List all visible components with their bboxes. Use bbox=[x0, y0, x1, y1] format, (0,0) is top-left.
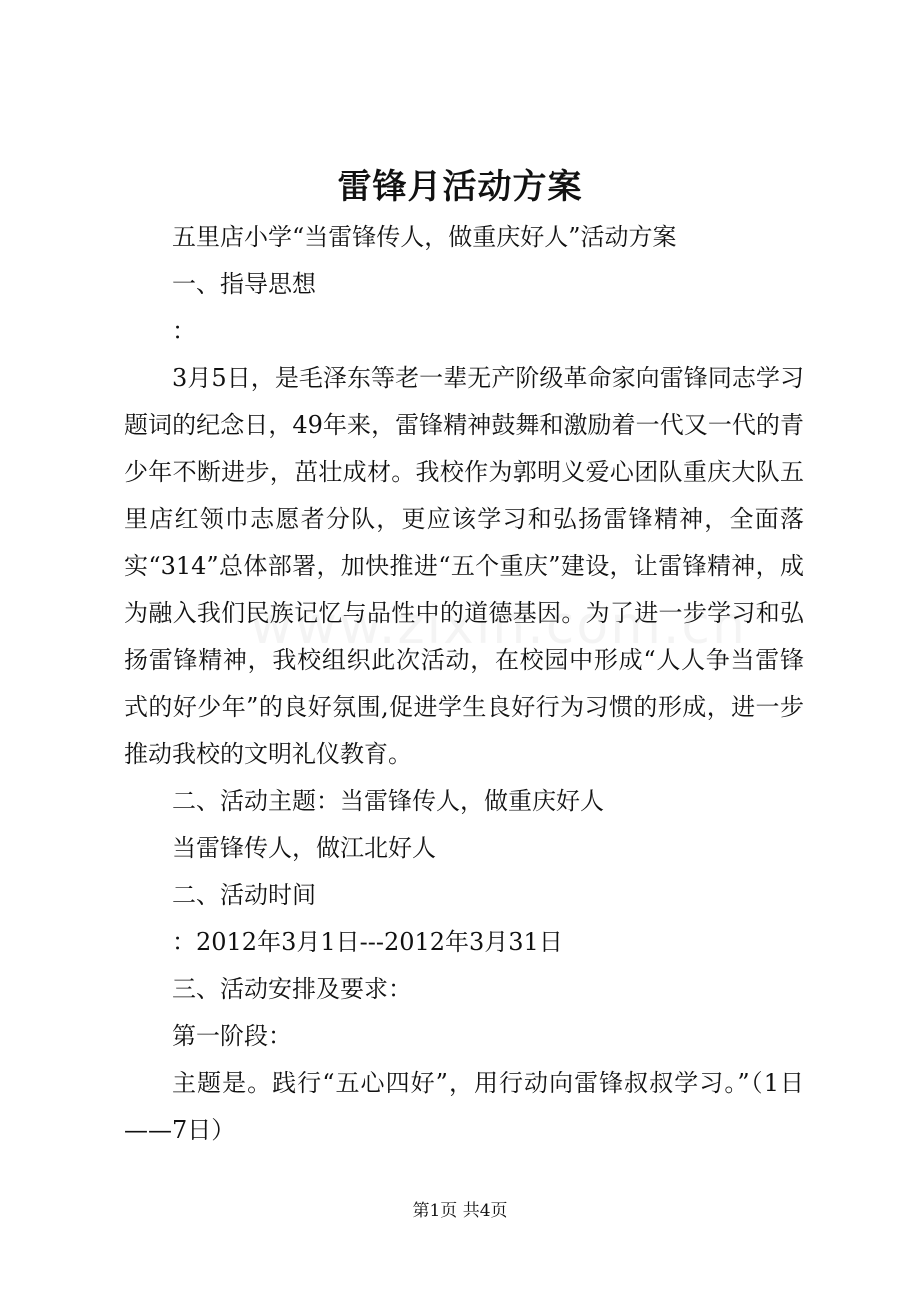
heading-activity-time: 二、活动时间 bbox=[172, 881, 316, 909]
paragraph-subtitle: 五里店小学“当雷锋传人，做重庆好人”活动方案 bbox=[172, 223, 677, 251]
page-footer: 第1页 共4页 bbox=[412, 1201, 508, 1221]
heading-guiding-ideology: 一、指导思想 bbox=[172, 270, 316, 298]
paragraph-phase-one-theme: 主题是。践行“五心四好”，用行动向雷锋叔叔学习。”（1日——7日） bbox=[124, 1069, 804, 1144]
document-body bbox=[124, 214, 804, 1154]
heading-phase-one: 第一阶段： bbox=[172, 1022, 292, 1050]
document-title: 雷锋月活动方案 bbox=[337, 167, 583, 207]
paragraph-intro: 3月5日，是毛泽东等老一辈无产阶级革命家向雷锋同志学习题词的纪念日，49年来，雷锋精神鼓舞和激励着一代又一代的青少年不断进步，茁壮成材。我校作为郭明义爱心团队重庆大队五里店红领巾志愿者分队，更应该学习和弘扬雷锋精神，全面落实“314”总体部署，加快推进“五个重庆”建设，让雷锋精神，成为融入我们民族记忆与品性中的道德基因。为了进一步学习和弘扬雷锋精神，我校组织此次活动，在校园中形成“人人争当雷锋式的好少年”的良好氛围,促进学生良好行为习惯的形成，进一步推动我校的文明礼仪教育。 bbox=[124, 364, 804, 768]
paragraph-theme-alt: 当雷锋传人，做江北好人 bbox=[172, 834, 436, 862]
heading-activity-theme: 二、活动主题：当雷锋传人，做重庆好人 bbox=[172, 787, 604, 815]
paragraph-colon: ： bbox=[172, 317, 196, 345]
paragraph-time-range: ：2012年3月1日---2012年3月31日 bbox=[172, 928, 563, 956]
heading-arrangements: 三、活动安排及要求： bbox=[172, 975, 412, 1003]
